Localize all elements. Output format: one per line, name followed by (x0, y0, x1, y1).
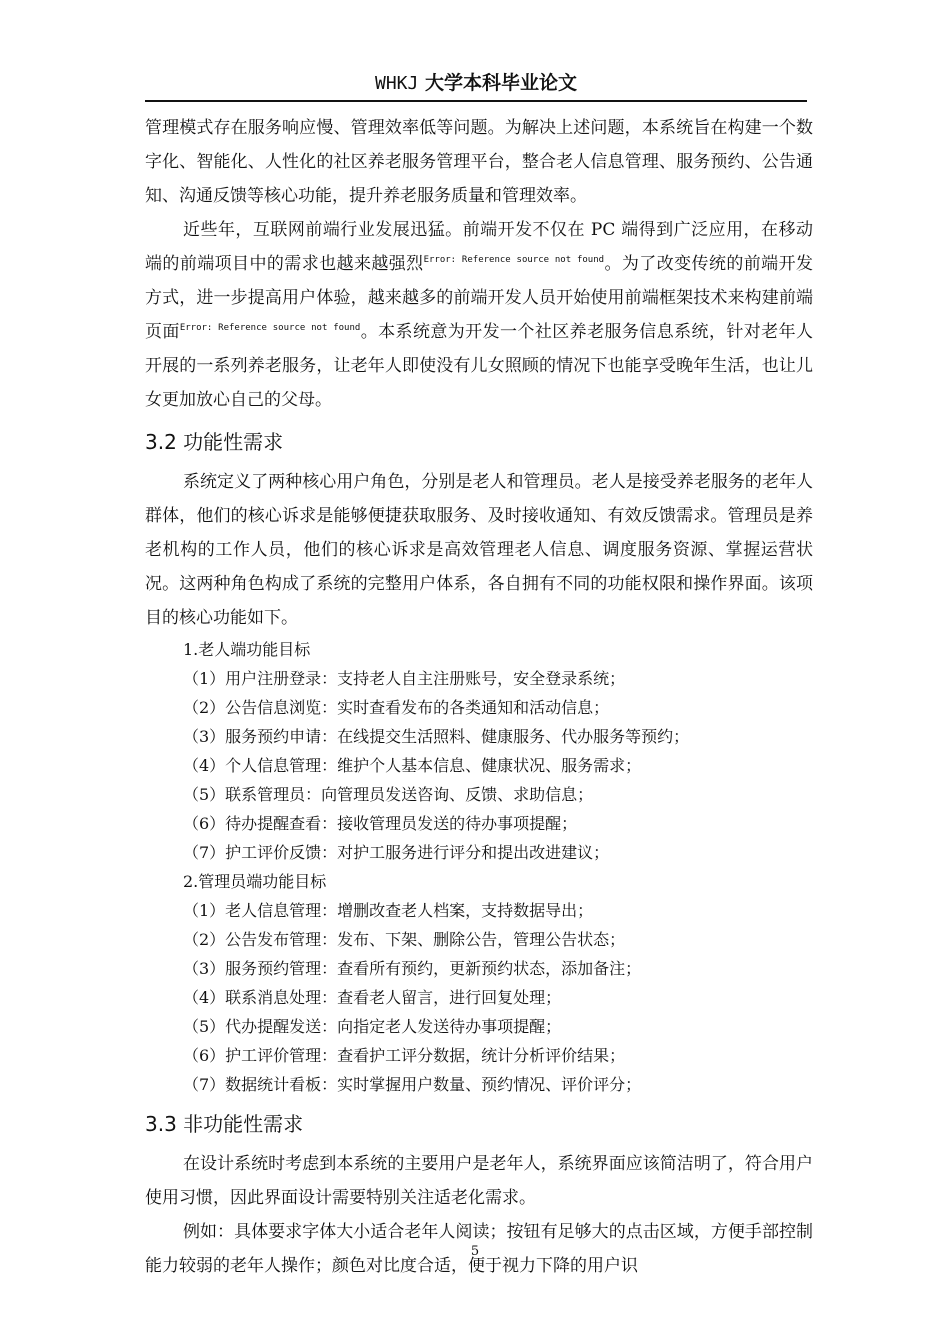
list-item: （4）个人信息管理：维护个人基本信息、健康状况、服务需求； (183, 756, 642, 775)
intro-paragraph-2 (145, 213, 813, 417)
list-item: （5）联系管理员：向管理员发送咨询、反馈、求助信息； (183, 785, 594, 804)
list-item: （3）服务预约申请：在线提交生活照料、健康服务、代办服务等预约； (183, 727, 690, 746)
section-3-3-paragraph-1: 在设计系统时考虑到本系统的主要用户是老年人，系统界面应该简洁明了，符合用户使用习惯，因此界面设计需要特别关注适老化需求。 (145, 1154, 813, 1208)
admin-functions-list (145, 896, 813, 1099)
reference-error-2: Error: Reference source not found (179, 323, 361, 333)
admin-functions-title: 2.管理员端功能目标 (183, 872, 327, 891)
header-latin: WHKJ (375, 73, 419, 94)
elder-functions-list (145, 664, 813, 867)
list-item: （7）数据统计看板：实时掌握用户数量、预约情况、评价评分； (183, 1075, 642, 1094)
list-item: （5）代办提醒发送：向指定老人发送待办事项提醒； (183, 1017, 562, 1036)
intro-p2-part-c: 。本系统意为开发一个社区养老服务信息系统，针对老年人开展的一系列养老服务，让老年人即使没有儿女照顾的情况下也能享受晚年生活，也让儿女更加放心自己的父母。 (145, 322, 814, 410)
list-item: （1）用户注册登录：支持老人自主注册账号，安全登录系统； (183, 669, 626, 688)
section-3-2-paragraph: 系统定义了两种核心用户角色，分别是老人和管理员。老人是接受养老服务的老年人群体，他们的核心诉求是能够便捷获取服务、及时接收通知、有效反馈需求。管理员是养老机构的工作人员，他们的核心诉求是高效管理老人信息、调度服务资源、掌握运营状况。这两种角色构成了系统的完整用户体系，各自拥有不同的功能权限和操作界面。该项目的核心功能如下。 (145, 472, 813, 628)
page-header (145, 66, 807, 102)
list-item: （3）服务预约管理：查看所有预约，更新预约状态，添加备注； (183, 959, 642, 978)
section-3-3-heading: 3.3 非功能性需求 (145, 1112, 304, 1136)
list-item: （7）护工评价反馈：对护工服务进行评分和提出改进建议； (183, 843, 610, 862)
list-item: （1）老人信息管理：增删改查老人档案，支持数据导出； (183, 901, 594, 920)
page-number: 5 (470, 1244, 480, 1259)
section-3-2-heading: 3.2 功能性需求 (145, 430, 284, 454)
intro-p2-part-a: 近些年，互联网前端行业发展迅猛。前端开发不仅在 PC 端得到广泛应用，在移动端的前端项目中的需求也越来越强烈 (145, 220, 813, 274)
intro-paragraph-1: 管理模式存在服务响应慢、管理效率低等问题。为解决上述问题，本系统旨在构建一个数字化、智能化、人性化的社区养老服务管理平台，整合老人信息管理、服务预约、公告通知、沟通反馈等核心功能，提升养老服务质量和管理效率。 (145, 118, 813, 206)
list-item: （4）联系消息处理：查看老人留言，进行回复处理； (183, 988, 562, 1007)
reference-error-1: Error: Reference source not found (423, 255, 605, 265)
list-item: （2）公告信息浏览：实时查看发布的各类通知和活动信息； (183, 698, 610, 717)
list-item: （6）护工评价管理：查看护工评分数据，统计分析评价结果； (183, 1046, 626, 1065)
list-item: （6）待办提醒查看：接收管理员发送的待办事项提醒； (183, 814, 578, 833)
elder-functions-title: 1.老人端功能目标 (183, 640, 311, 659)
header-title: 大学本科毕业论文 (418, 72, 577, 94)
intro-p2-part-b: 。为了改变传统的前端开发方式，进一步提高用户体验，越来越多的前端开发人员开始使用前端框架技术来构建前端页面 (145, 254, 814, 342)
document-body (145, 111, 813, 1283)
list-item: （2）公告发布管理：发布、下架、删除公告，管理公告状态； (183, 930, 626, 949)
section-3-3-paragraph-2: 例如：具体要求字体大小适合老年人阅读；按钮有足够大的点击区域，方便手部控制能力较弱的老年人操作；颜色对比度合适，便于视力下降的用户识 (145, 1222, 813, 1276)
